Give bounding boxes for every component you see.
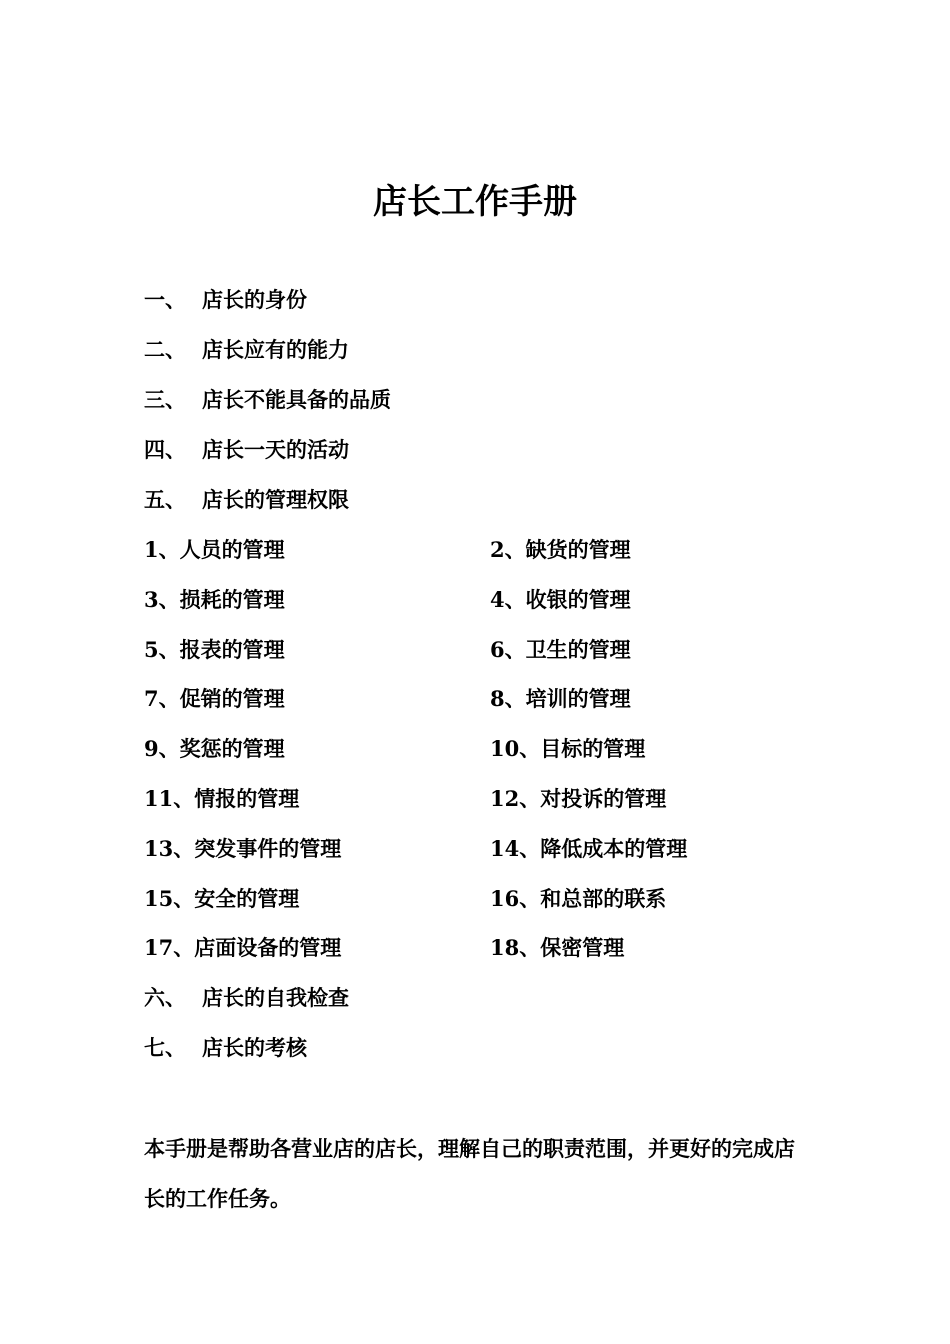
section-number: 五、 <box>144 487 186 512</box>
subitem-row <box>144 928 824 978</box>
toc-section <box>144 978 824 1028</box>
subitem-row <box>144 829 824 879</box>
subitem-row <box>144 679 824 729</box>
toc-section <box>144 330 824 380</box>
toc-section <box>144 380 824 430</box>
section-title: 店长的考核 <box>202 1035 307 1061</box>
section-title: 店长的管理权限 <box>202 487 349 512</box>
subitem: 1、人员的管理 <box>144 537 285 562</box>
subitem: 5、报表的管理 <box>144 636 285 662</box>
subitem-row <box>144 580 824 630</box>
section-number: 三、 <box>144 387 186 412</box>
subitem: 3、损耗的管理 <box>144 586 285 612</box>
toc-section <box>144 280 824 330</box>
section-number: 一、 <box>144 287 186 312</box>
table-of-contents <box>144 280 824 1078</box>
subitem: 18、保密管理 <box>490 935 625 961</box>
subitem: 4、收银的管理 <box>490 586 631 612</box>
section-title: 店长不能具备的品质 <box>202 387 391 412</box>
section-number: 二、 <box>144 337 186 362</box>
toc-section <box>144 430 824 480</box>
subitem: 16、和总部的联系 <box>490 885 667 911</box>
toc-section <box>144 1028 824 1078</box>
toc-section <box>144 480 824 530</box>
subitem: 10、目标的管理 <box>490 736 646 762</box>
intro-paragraph: 本手册是帮助各营业店的店长，理解自己的职责范围，并更好的完成店长的工作任务。 <box>144 1136 795 1211</box>
subitem: 15、安全的管理 <box>144 885 300 911</box>
subitem: 13、突发事件的管理 <box>144 835 342 861</box>
subitem-row <box>144 779 824 829</box>
section-number: 七、 <box>144 1035 186 1061</box>
subitem: 11、情报的管理 <box>144 785 300 811</box>
subitem: 17、店面设备的管理 <box>144 935 342 961</box>
section-title: 店长的身份 <box>202 287 307 312</box>
section-number: 四、 <box>144 437 186 462</box>
document-title: 店长工作手册 <box>373 182 577 222</box>
section-title: 店长的自我检查 <box>202 985 349 1011</box>
subitem-row <box>144 879 824 929</box>
subitem-row <box>144 729 824 779</box>
subitem: 14、降低成本的管理 <box>490 835 688 861</box>
subitem: 6、卫生的管理 <box>490 636 631 662</box>
subitem-row <box>144 630 824 680</box>
section-title: 店长一天的活动 <box>202 437 349 462</box>
subitem: 8、培训的管理 <box>490 686 631 712</box>
subitem-row <box>144 530 824 580</box>
subitem: 12、对投诉的管理 <box>490 785 667 811</box>
subitem: 2、缺货的管理 <box>490 537 631 562</box>
section-number: 六、 <box>144 985 186 1011</box>
subitem: 9、奖惩的管理 <box>144 736 285 762</box>
subitem: 7、促销的管理 <box>144 686 285 712</box>
section-title: 店长应有的能力 <box>202 337 349 362</box>
